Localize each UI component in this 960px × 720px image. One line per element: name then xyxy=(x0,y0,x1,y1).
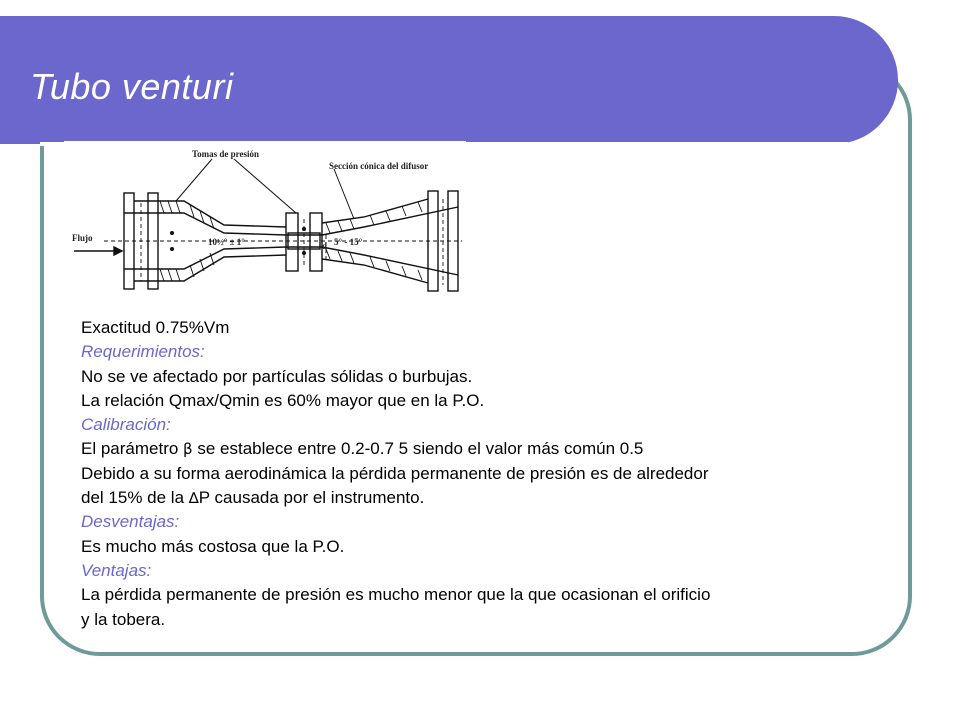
calibracion-line-1-end: se establece entre 0.2-0.7 5 siendo el valor más común 0.5 xyxy=(192,439,644,459)
delta-symbol: ∆ xyxy=(188,489,199,508)
beta-symbol: β xyxy=(183,440,193,459)
desventajas-line-1: Es mucho más costosa que la P.O. xyxy=(81,536,345,556)
label-flujo: Flujo xyxy=(72,233,93,243)
exactitud-line: Exactitud 0.75%Vm xyxy=(81,318,230,337)
body-text xyxy=(81,316,881,632)
requerimientos-heading: Requerimientos: xyxy=(81,342,205,362)
label-angle-inlet: 10½° ± 1° xyxy=(208,237,245,247)
calibracion-heading: Calibración: xyxy=(81,415,171,435)
calibracion-line-3-start: del 15% de la xyxy=(81,488,189,508)
venturi-diagram xyxy=(64,141,466,307)
label-seccion-conica: Sección cónica del difusor xyxy=(329,161,429,171)
calibracion-line-1-start: El parámetro xyxy=(81,439,184,459)
requerimientos-line-2: La relación Qmax/Qmin es 60% mayor que en la P.O. xyxy=(81,390,485,410)
calibracion-line-3-end: P causada por el instrumento. xyxy=(198,488,425,508)
calibracion-line-3 xyxy=(81,486,881,510)
label-tomas-presion: Tomas de presión xyxy=(192,149,260,159)
slide-title: Tubo venturi xyxy=(30,66,234,107)
ventajas-line-1: La pérdida permanente de presión es mucho menor que la que ocasionan el orificio xyxy=(81,585,711,605)
ventajas-heading: Ventajas: xyxy=(81,560,152,580)
label-d: d xyxy=(322,241,328,251)
label-angle-outlet: 5° - 15° xyxy=(334,237,363,247)
calibracion-line-2: Debido a su forma aerodinámica la pérdida permanente de presión es de alrededor xyxy=(81,463,709,483)
title-bar xyxy=(0,16,898,144)
ventajas-line-2: y la tobera. xyxy=(81,609,166,629)
calibracion-line-1 xyxy=(81,437,881,461)
desventajas-heading: Desventajas: xyxy=(81,512,180,532)
requerimientos-line-1: No se ve afectado por partículas sólidas o burbujas. xyxy=(81,366,473,386)
